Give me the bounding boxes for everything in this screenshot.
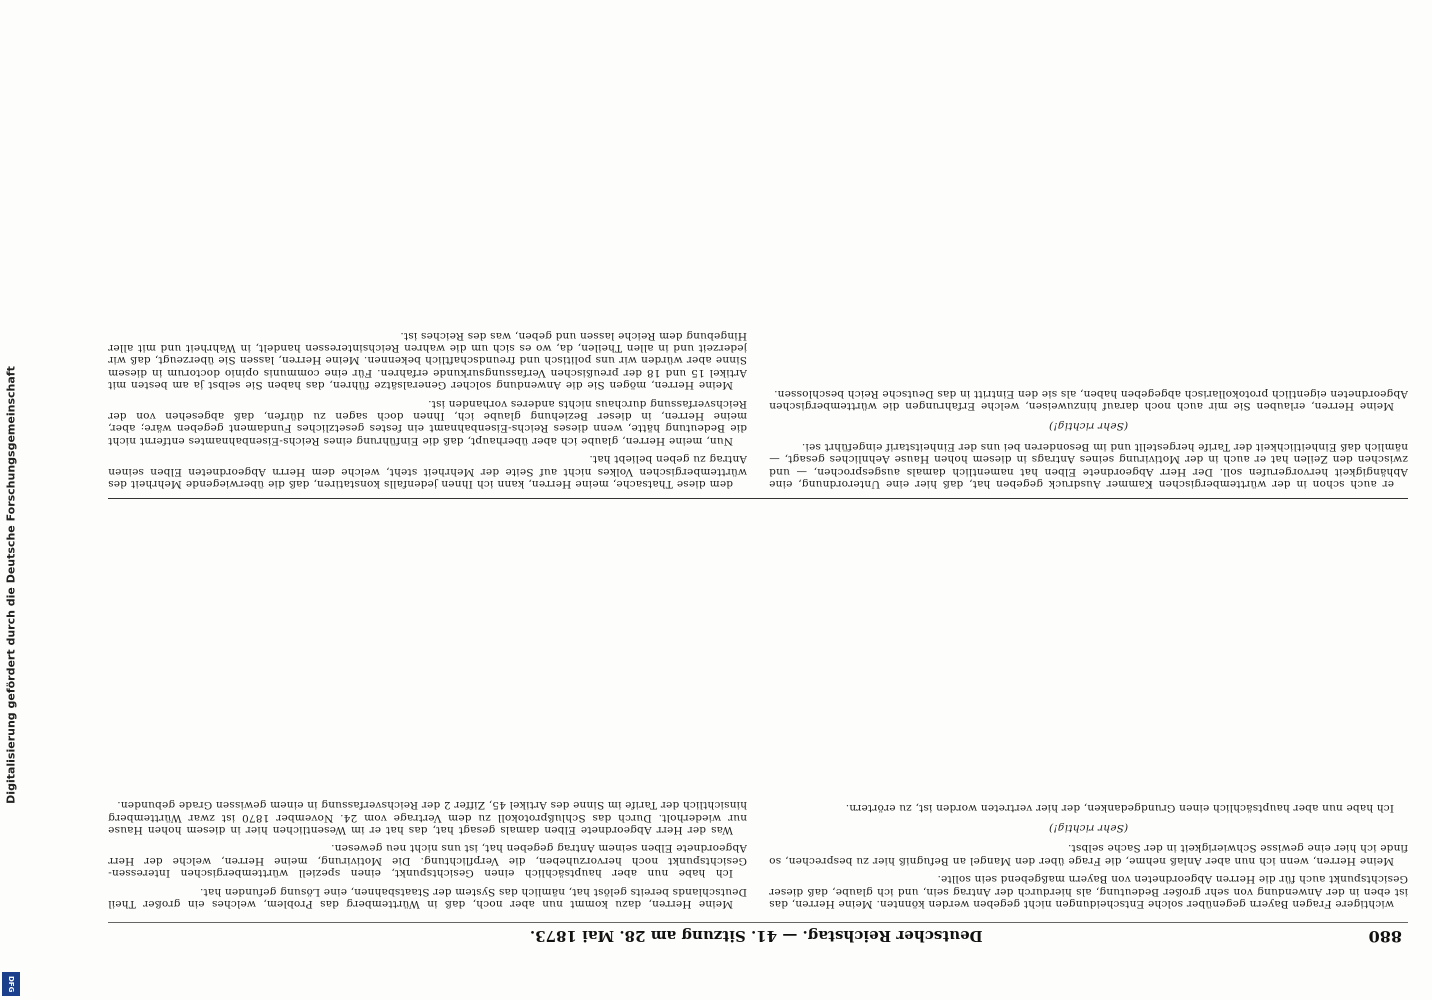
paragraph: wichtigere Fragen Bayern gegenüber solche Entscheidungen nicht gegeben werden könnten. Meine Herren, das ist eben in der Anwendung von sehr großer Bedeutung, als hierdurch der Antrag sein, und ich glaube, daß dieser Gesichtspunkt auch für die Herren Abgeordneten von Bayern maßgebend sein sollte. <box>769 873 1408 910</box>
upper-page-half <box>108 510 1408 950</box>
lower-page-half <box>108 50 1408 490</box>
paragraph: Ich habe nun aber hauptsächlich einen Grundgedanken, der hier vertreten worden ist, zu erörtern. <box>845 801 1394 814</box>
paragraph: Was der Herr Abgeordnete Elben damals gesagt hat, das hat er im Wesentlichen hier in diesem hohen Hause nur wiederholt. Durch das Schlußprotokoll zu dem Vertrage vom 24. November 1870 ist zwar Württemberg hinsichtlich der Tarife im Sinne des Artikel 45, Ziffer 2 der Reichsverfassung in einem gewissen Grade gebunden. <box>108 799 747 836</box>
paragraph: Nun, meine Herren, glaube ich aber überhaupt, daß die Einführung eines Reichs-Eisenbahnamtes entfernt nicht die Bedeutung hätte, wenn dieses Reichs-Eisenbahnamt ein festes gesetzliches Fundament gegeben wäre; aber, meine Herren, in dieser Beziehung glaube ich, Ihnen doch sagen zu dürfen, daß abgesehen von der Reichsverfassung durchaus nichts anderes vorhanden ist. <box>108 397 747 447</box>
paragraph: Ich habe nun aber hauptsächlich einen Gesichtspunkt, einen speziell württembergischen Interessen-Gesichtspunkt noch hervorzuheben, die Verpflichtung. Die Motivirung, meine Herren, welche der Herr Abgeordnete Elben seinem Antrag gegeben hat, ist uns nicht neu gewesen. <box>108 842 747 880</box>
text-column <box>108 510 747 910</box>
running-header <box>108 922 1408 950</box>
page-number: 880 <box>1368 927 1402 946</box>
running-title: Deutscher Reichstag. — 41. Sitzung am 28. Mai 1873. <box>529 927 983 946</box>
text-column <box>769 50 1408 490</box>
digitization-credit <box>0 170 22 1000</box>
lower-columns <box>108 50 1408 490</box>
text-column <box>108 50 747 490</box>
applause-note: (Sehr richtig!) <box>1048 420 1129 433</box>
upper-columns <box>108 510 1408 910</box>
text-column <box>769 510 1408 910</box>
applause-note: (Sehr richtig!) <box>1048 821 1129 834</box>
paragraph: Meine Herren, erlauben Sie mir auch noch darauf hinzuweisen, welche Erfahrungen die württembergischen Abgeordneten eigentlich protokollarisch abgegeben haben, als sie den Eintritt in das Deutsche Reich beschlossen. <box>769 387 1408 412</box>
paragraph: Meine Herren, mögen Sie die Anwendung solcher Generalsätze führen, das haben Sie selbst ja am besten mit Artikel 15 und 18 der preußischen Verfassungsurkunde erfahren. Für eine communis opinio doctorum in diesem Sinne aber würden wir uns politisch und freundschaftlich bekennen. Meine Herren, lassen Sie überzeugt, daß wir jederzeit und in allen Theilen, da, wo es sich um die wahren Reichsinteressen handelt, in Wahrheit und mit aller Hingebung dem Reiche lassen und geben, was des Reiches ist. <box>108 329 747 392</box>
paragraph: Meine Herren, wenn ich nun aber Anlaß nehme, die Frage über den Mangel an Befugniß hier zu besprechen, so finde ich hier eine gewisse Schwierigkeit in der Sache selbst. <box>769 842 1408 867</box>
paragraph: er auch schon in der württembergischen Kammer Ausdruck gegeben hat, daß hier eine Unterordnung, eine Abhängigkeit hervorgerufen soll. Der Herr Abgeordnete Elben hat namentlich damals ausgesprochen, — und zwischen den Zeilen hat er auch in der Motivirung seines Antrags in diesem hohen Hause Aehnliches gesagt, — nämlich daß Einheitlichkeit der Tarife hergestellt und im Besonderen bei uns der Einheitstarif eingeführt sei. <box>769 440 1408 490</box>
paragraph: Meine Herren, dazu kommt nun aber noch, daß in Württemberg das Problem, welches ein großer Theil Deutschlands bereits gelöst hat, nämlich das System der Staatsbahnen, eine Lösung gefunden hat. <box>108 885 747 910</box>
dfg-logo: DFG <box>2 972 20 996</box>
credit-text: Digitalisierung gefördert durch die Deutsche Forschungsgemeinschaft <box>4 366 18 804</box>
paragraph: dem diese Thatsache, meine Herren, kann ich Ihnen jedenfalls konstatiren, daß die überwiegende Mehrheit des württembergischen Volkes nicht auf Seite der Mehrheit steht, welche dem Herrn Abgeordneten Elben seinen Antrag zu geben beliebt hat. <box>108 453 747 490</box>
column-divider <box>108 498 1408 499</box>
